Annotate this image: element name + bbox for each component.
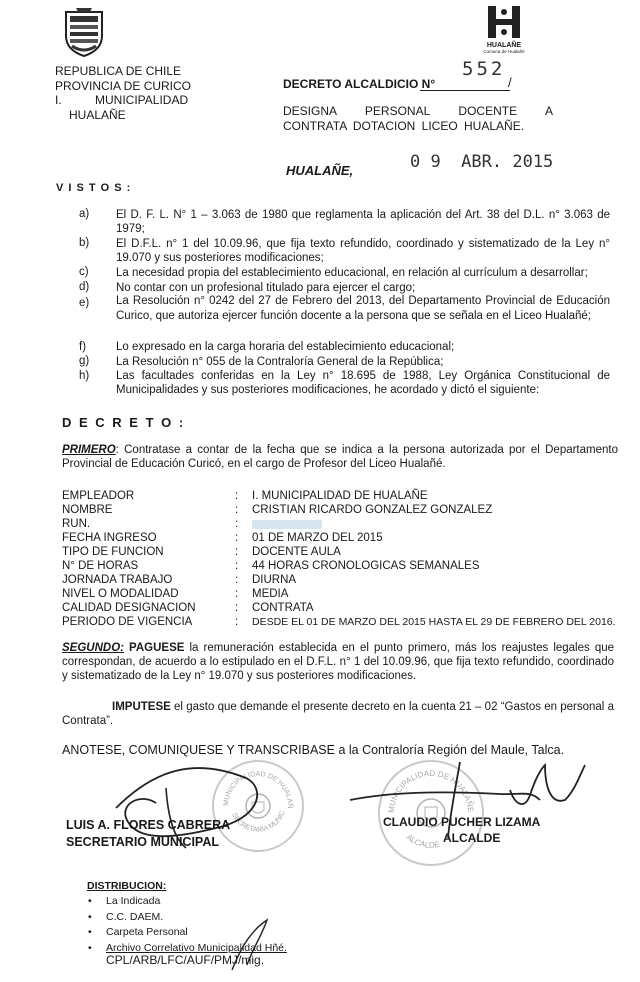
visto-text: Lo expresado en la carga horaria del establecimiento educacional; [116,341,455,353]
field-colon: : [235,602,239,614]
distribucion-heading: DISTRIBUCION: [87,880,167,892]
hualane-logo [476,4,532,60]
primero-text: : Contratase a contar de la fecha que se indica a la persona autorizada por el Departamento Provincial de Educación Curicó, en el cargo de Profesor del Liceo Hualañé. [62,444,618,470]
visto-letter: g) [79,355,90,367]
seal-text-bottom: SECRETARIA MUNIC [230,809,287,834]
list-item: • C.C. DAEM. [88,910,164,923]
field-colon: : [235,574,239,586]
seal-text: MUNICIPALIDAD DE HUALAÑ [222,770,294,809]
field-value: 44 HORAS CRONOLOGICAS SEMANALES [252,560,480,572]
primero-paragraph [62,443,618,471]
visto-letter: a) [79,208,90,220]
imputese-bold: IMPUTESE [112,701,171,713]
logo-wordmark: HUALAÑE [486,42,522,49]
org-line-municipality: I. MUNICIPALIDAD [55,93,189,107]
field-row [62,587,622,601]
field-colon: : [235,588,239,600]
field-row [62,503,622,517]
primero-label: PRIMERO [62,444,116,456]
list-item: • Archivo Correlativo Municipalidad Hñé. [88,941,287,954]
field-colon: : [235,546,239,558]
field-colon: : [235,616,239,628]
field-key: RUN. [62,518,91,530]
segundo-label: SEGUNDO: [62,642,124,654]
decreto-heading: D E C R E T O : [62,415,186,430]
distribucion-item: Carpeta Personal [106,926,188,938]
field-key: JORNADA TRABAJO [62,574,173,586]
visto-text: La necesidad propia del establecimiento educacional, en relación al currículum a desarrollar; [116,267,588,279]
imputese-paragraph [62,700,614,728]
visto-text: El D.F.L. n° 1 del 10.09.96, que fija texto refundido, coordinado y sistematizado de la Ley n° 19.070 y sus posteriores modificaciones; [116,238,610,264]
mayor-title: ALCALDE [443,831,501,845]
field-key: FECHA INGRESO [62,532,157,544]
seal-text: MUNICIPALIDAD DE HUALAÑE [386,768,476,814]
field-key: EMPLEADOR [62,490,135,502]
visto-text: La Resolución n° 0242 del 27 de Febrero del 2013, del Departamento Provincial de Educación Curico, que autoriza ejercer función docente a la persona que se señala en el Liceo Hualañé; [116,295,610,322]
visto-text: El D. F. L. N° 1 – 3.063 de 1980 que reglamenta la aplicación del Art. 38 del D.L. n° 3.063 de 1979; [116,209,610,235]
visto-letter: h) [79,370,90,382]
hualane-h-icon [484,4,524,40]
visto-letter: e) [79,297,90,309]
seal-text-bottom: ALCALDE [404,832,441,850]
date-stamp: 0 9 ABR. 2015 [410,152,554,172]
visto-letter: b) [79,237,90,249]
segundo-paragraph [62,641,614,683]
field-value: CONTRATA [252,602,314,614]
visto-letter: f) [79,341,87,353]
field-value-redacted [252,520,322,529]
org-header [55,64,245,122]
field-colon: : [235,504,239,516]
field-row [62,559,622,573]
field-value: I. MUNICIPALIDAD DE HUALAÑE [252,490,428,502]
decree-number-slash: / [508,75,512,90]
visto-letter: d) [79,281,90,293]
initials-signature [222,915,282,980]
field-value: DOCENTE AULA [252,546,341,558]
distribucion-item: La Indicada [106,895,161,907]
field-row [62,615,622,629]
distribucion-initials: CPL/ARB/LFC/AUF/PMJ/mig. [106,953,265,967]
field-row [62,601,622,615]
field-colon: : [235,490,239,502]
distribucion-item: C.C. DAEM. [106,910,164,923]
org-line-republic: REPUBLICA DE CHILE [55,64,182,78]
mayor-name: CLAUDIO PUCHER LIZAMA [383,815,541,829]
list-item: • Carpeta Personal [88,926,188,938]
segundo-text: la remuneración establecida en el punto primero, más los reajustes legales que correspondan, de acuerdo a lo estipulado en el D.F.L. n° 1 del 10.09.96, que fija texto refundido, coordinado y sistematizado de la Ley n° 19.070 y sus posteriores modificaciones. [62,642,615,682]
field-value: MEDIA [252,588,289,600]
field-row [62,545,622,559]
decree-subject: DESIGNA PERSONAL DOCENTE A CONTRATA DOTACION LICEO HUALAÑE. [283,104,553,133]
org-line-commune: HUALAÑE [69,107,126,122]
field-value: DESDE EL 01 DE MARZO DEL 2015 HASTA EL 29 DE FEBRERO DEL 2016. [252,616,616,628]
field-row [62,517,622,531]
field-key: TIPO DE FUNCION [62,546,164,558]
decree-number-underline [420,90,510,91]
secretary-name: LUIS A. FLORES CABRERA [66,818,231,832]
visto-text: Las facultades conferidas en la Ley n° 18.695 de 1988, Ley Orgánica Constitucional de Municipalidades y sus posteriores modificaciones, he acordado y dictó el siguiente: [116,370,610,396]
field-value: CRISTIAN RICARDO GONZALEZ GONZALEZ [252,504,493,516]
imputese-text: el gasto que demande el presente decreto en la cuenta 21 – 02 “Gastos en personal a Contrata”. [62,701,614,727]
field-colon: : [235,532,239,544]
anotese-line: ANOTESE, COMUNIQUESE Y TRANSCRIBASE a la Contraloría Región del Maule, Talca. [62,743,565,757]
distribucion-list [88,894,348,956]
field-row [62,573,622,587]
vistos-heading: V I S T O S : [56,182,132,194]
field-row [62,489,622,503]
decree-number-label: DECRETO ALCALDICIO N° [283,77,436,91]
secretary-title: SECRETARIO MUNICIPAL [66,835,220,849]
field-key: N° DE HORAS [62,560,139,572]
org-line-province: PROVINCIA DE CURICO [55,78,192,93]
visto-text: La Resolución n° 055 de la Contraloría General de la República; [116,356,444,368]
decree-number-stamp: 552 [462,58,506,80]
segundo-bold: PAGUESE [123,642,185,654]
field-colon: : [235,560,239,572]
logo-subtitle: Comuna de Hualañé [483,49,525,54]
field-key: NIVEL O MODALIDAD [62,588,179,600]
field-key: NOMBRE [62,504,113,516]
field-key: CALIDAD DESIGNACION [62,602,196,614]
field-row [62,531,622,545]
visto-text: No contar con un profesional titulado para ejercer el cargo; [116,282,416,294]
municipal-shield-logo [62,6,106,58]
visto-letter: c) [79,266,89,278]
distribucion-item: Archivo Correlativo Municipalidad Hñé. [106,941,287,954]
field-colon: : [235,518,239,530]
field-key: PERIODO DE VIGENCIA [62,616,193,628]
field-value: 01 DE MARZO DEL 2015 [252,532,383,544]
list-item: • La Indicada [88,895,161,907]
field-value: DIURNA [252,574,297,586]
place-label: HUALAÑE, [286,163,354,178]
